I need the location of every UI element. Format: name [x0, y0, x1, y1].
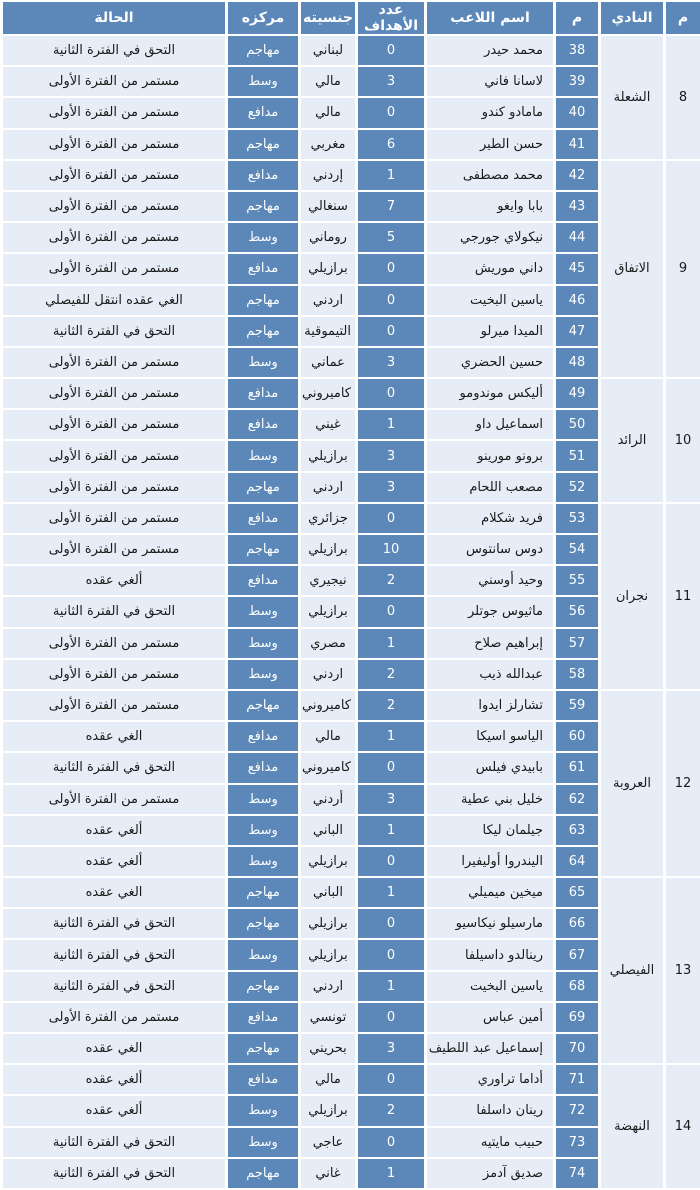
nationality-cell: إردني [301, 161, 355, 190]
status-cell: الغي عقده [3, 878, 225, 907]
status-cell: ألغي عقده [3, 1096, 225, 1125]
table-row [3, 36, 700, 65]
status-cell: التحق في الفترة الثانية [3, 972, 225, 1001]
player-number-cell: 70 [556, 1034, 598, 1063]
header-row [3, 2, 700, 34]
club-number-cell: 12 [666, 691, 700, 876]
status-cell: مستمر من الفترة الأولى [3, 691, 225, 720]
position-cell: مدافع [228, 254, 298, 283]
player-number-cell: 56 [556, 597, 598, 626]
goals-cell: 0 [358, 379, 424, 408]
player-number-cell: 43 [556, 192, 598, 221]
table-row [3, 597, 700, 626]
goals-cell: 0 [358, 909, 424, 938]
goals-cell: 0 [358, 98, 424, 127]
player-name-cell: ياسين البخيت [427, 972, 553, 1001]
nationality-cell: كاميروني [301, 691, 355, 720]
position-cell: مهاجم [228, 36, 298, 65]
goals-cell: 1 [358, 816, 424, 845]
status-cell: الغي عقده [3, 722, 225, 751]
goals-cell: 5 [358, 223, 424, 252]
position-cell: مدافع [228, 379, 298, 408]
nationality-cell: برازيلي [301, 909, 355, 938]
club-number-cell: 14 [666, 1065, 700, 1188]
player-name-cell: فريد شكلام [427, 504, 553, 533]
nationality-cell: غاني [301, 1159, 355, 1188]
table-row [3, 972, 700, 1001]
header-player-number: م [556, 2, 598, 34]
club-name-cell: الشعلة [601, 36, 663, 159]
goals-cell: 0 [358, 1003, 424, 1032]
nationality-cell: التيموقية [301, 317, 355, 346]
table-row [3, 1159, 700, 1188]
nationality-cell: تونسي [301, 1003, 355, 1032]
player-number-cell: 68 [556, 972, 598, 1001]
position-cell: وسط [228, 348, 298, 377]
header-goals: عدد الأهداف [358, 2, 424, 34]
position-cell: مهاجم [228, 909, 298, 938]
status-cell: مستمر من الفترة الأولى [3, 348, 225, 377]
nationality-cell: برازيلي [301, 940, 355, 969]
goals-cell: 10 [358, 535, 424, 564]
position-cell: وسط [228, 816, 298, 845]
goals-cell: 0 [358, 847, 424, 876]
position-cell: مدافع [228, 1003, 298, 1032]
table-row [3, 348, 700, 377]
goals-cell: 2 [358, 566, 424, 595]
goals-cell: 0 [358, 254, 424, 283]
status-cell: مستمر من الفترة الأولى [3, 161, 225, 190]
player-name-cell: مصعب اللحام [427, 473, 553, 502]
player-name-cell: نيكولاي جورجي [427, 223, 553, 252]
table-row [3, 161, 700, 190]
status-cell: مستمر من الفترة الأولى [3, 67, 225, 96]
player-number-cell: 57 [556, 629, 598, 658]
player-number-cell: 49 [556, 379, 598, 408]
goals-cell: 6 [358, 130, 424, 159]
position-cell: مدافع [228, 98, 298, 127]
table-row [3, 722, 700, 751]
player-name-cell: بابيدي فيلس [427, 753, 553, 782]
status-cell: التحق في الفترة الثانية [3, 1128, 225, 1157]
status-cell: التحق في الفترة الثانية [3, 909, 225, 938]
status-cell: مستمر من الفترة الأولى [3, 410, 225, 439]
table-body [3, 36, 700, 1188]
position-cell: وسط [228, 629, 298, 658]
club-name-cell: النهضة [601, 1065, 663, 1188]
goals-cell: 3 [358, 441, 424, 470]
player-number-cell: 45 [556, 254, 598, 283]
table-row [3, 192, 700, 221]
status-cell: مستمر من الفترة الأولى [3, 1003, 225, 1032]
player-number-cell: 53 [556, 504, 598, 533]
header-position: مركزه [228, 2, 298, 34]
player-name-cell: اسماعيل داو [427, 410, 553, 439]
goals-cell: 0 [358, 317, 424, 346]
player-name-cell: رينان داسلفا [427, 1096, 553, 1125]
status-cell: مستمر من الفترة الأولى [3, 223, 225, 252]
table-row [3, 629, 700, 658]
table-row [3, 785, 700, 814]
nationality-cell: برازيلي [301, 1096, 355, 1125]
player-number-cell: 40 [556, 98, 598, 127]
player-number-cell: 44 [556, 223, 598, 252]
nationality-cell: غيني [301, 410, 355, 439]
goals-cell: 1 [358, 972, 424, 1001]
table-row [3, 223, 700, 252]
status-cell: مستمر من الفترة الأولى [3, 629, 225, 658]
goals-cell: 0 [358, 940, 424, 969]
player-name-cell: رينالدو داسيلفا [427, 940, 553, 969]
player-name-cell: ياسين البخيت [427, 286, 553, 315]
player-number-cell: 55 [556, 566, 598, 595]
nationality-cell: مغربي [301, 130, 355, 159]
position-cell: مهاجم [228, 1159, 298, 1188]
status-cell: التحق في الفترة الثانية [3, 36, 225, 65]
club-name-cell: الفيصلي [601, 878, 663, 1063]
table-row [3, 410, 700, 439]
goals-cell: 1 [358, 410, 424, 439]
player-name-cell: إسماعيل عبد اللطيف [427, 1034, 553, 1063]
nationality-cell: لبناني [301, 36, 355, 65]
player-number-cell: 51 [556, 441, 598, 470]
player-name-cell: صديق آدمز [427, 1159, 553, 1188]
goals-cell: 3 [358, 348, 424, 377]
player-name-cell: داني موريش [427, 254, 553, 283]
position-cell: وسط [228, 223, 298, 252]
player-number-cell: 67 [556, 940, 598, 969]
player-number-cell: 65 [556, 878, 598, 907]
position-cell: وسط [228, 67, 298, 96]
goals-cell: 0 [358, 36, 424, 65]
position-cell: مدافع [228, 722, 298, 751]
club-number-cell: 11 [666, 504, 700, 689]
status-cell: التحق في الفترة الثانية [3, 1159, 225, 1188]
table-row [3, 1034, 700, 1063]
goals-cell: 0 [358, 753, 424, 782]
player-number-cell: 54 [556, 535, 598, 564]
nationality-cell: برازيلي [301, 597, 355, 626]
position-cell: مهاجم [228, 473, 298, 502]
player-name-cell: الميدا ميرلو [427, 317, 553, 346]
table-row [3, 940, 700, 969]
player-number-cell: 63 [556, 816, 598, 845]
table-row [3, 535, 700, 564]
player-number-cell: 60 [556, 722, 598, 751]
nationality-cell: مالي [301, 722, 355, 751]
status-cell: مستمر من الفترة الأولى [3, 660, 225, 689]
player-name-cell: أداما تراوري [427, 1065, 553, 1094]
goals-cell: 0 [358, 1065, 424, 1094]
table-row [3, 504, 700, 533]
status-cell: ألغي عقده [3, 1065, 225, 1094]
goals-cell: 3 [358, 67, 424, 96]
status-cell: ألغي عقده [3, 816, 225, 845]
nationality-cell: روماني [301, 223, 355, 252]
nationality-cell: مصري [301, 629, 355, 658]
player-number-cell: 39 [556, 67, 598, 96]
position-cell: مهاجم [228, 972, 298, 1001]
nationality-cell: الباني [301, 816, 355, 845]
goals-cell: 1 [358, 878, 424, 907]
position-cell: مهاجم [228, 317, 298, 346]
status-cell: مستمر من الفترة الأولى [3, 535, 225, 564]
goals-cell: 7 [358, 192, 424, 221]
table-row [3, 1003, 700, 1032]
table-row [3, 317, 700, 346]
table-row [3, 441, 700, 470]
player-name-cell: تشارلز ايدوا [427, 691, 553, 720]
position-cell: وسط [228, 597, 298, 626]
goals-cell: 0 [358, 597, 424, 626]
position-cell: مدافع [228, 566, 298, 595]
player-name-cell: ميخين ميميلي [427, 878, 553, 907]
goals-cell: 1 [358, 629, 424, 658]
club-number-cell: 13 [666, 878, 700, 1063]
player-name-cell: لاسانا فاني [427, 67, 553, 96]
table-row [3, 753, 700, 782]
goals-cell: 3 [358, 473, 424, 502]
player-name-cell: اليندروا أوليفيرا [427, 847, 553, 876]
position-cell: مهاجم [228, 192, 298, 221]
status-cell: الغي عقده انتقل للفيصلي [3, 286, 225, 315]
player-number-cell: 59 [556, 691, 598, 720]
club-number-cell: 9 [666, 161, 700, 377]
nationality-cell: سنغالي [301, 192, 355, 221]
nationality-cell: نيجيري [301, 566, 355, 595]
player-number-cell: 52 [556, 473, 598, 502]
table-row [3, 254, 700, 283]
player-number-cell: 74 [556, 1159, 598, 1188]
goals-cell: 1 [358, 161, 424, 190]
position-cell: وسط [228, 847, 298, 876]
nationality-cell: برازيلي [301, 441, 355, 470]
position-cell: مهاجم [228, 691, 298, 720]
position-cell: مهاجم [228, 535, 298, 564]
status-cell: مستمر من الفترة الأولى [3, 254, 225, 283]
player-number-cell: 41 [556, 130, 598, 159]
table-row [3, 691, 700, 720]
player-number-cell: 71 [556, 1065, 598, 1094]
club-name-cell: الرائد [601, 379, 663, 502]
player-number-cell: 73 [556, 1128, 598, 1157]
status-cell: مستمر من الفترة الأولى [3, 441, 225, 470]
status-cell: ألغي عقده [3, 566, 225, 595]
nationality-cell: عاجي [301, 1128, 355, 1157]
status-cell: مستمر من الفترة الأولى [3, 130, 225, 159]
player-number-cell: 38 [556, 36, 598, 65]
player-name-cell: جيلمان ليكا [427, 816, 553, 845]
position-cell: وسط [228, 1096, 298, 1125]
header-nationality: جنسيته [301, 2, 355, 34]
nationality-cell: عماني [301, 348, 355, 377]
player-name-cell: أليكس موندومو [427, 379, 553, 408]
nationality-cell: أردني [301, 785, 355, 814]
player-name-cell: برونو مورينو [427, 441, 553, 470]
table-row [3, 379, 700, 408]
club-number-cell: 8 [666, 36, 700, 159]
player-number-cell: 46 [556, 286, 598, 315]
position-cell: مدافع [228, 1065, 298, 1094]
nationality-cell: بحريني [301, 1034, 355, 1063]
player-name-cell: وحيد أوسني [427, 566, 553, 595]
goals-cell: 0 [358, 286, 424, 315]
table-row [3, 909, 700, 938]
table-row [3, 1128, 700, 1157]
player-name-cell: حسن الطير [427, 130, 553, 159]
position-cell: مدافع [228, 504, 298, 533]
player-number-cell: 47 [556, 317, 598, 346]
table-row [3, 878, 700, 907]
nationality-cell: برازيلي [301, 535, 355, 564]
header-status: الحالة [3, 2, 225, 34]
nationality-cell: اردني [301, 972, 355, 1001]
position-cell: مدافع [228, 410, 298, 439]
player-name-cell: عبدالله ذيب [427, 660, 553, 689]
table-row [3, 473, 700, 502]
player-name-cell: مارسيلو نيكاسيو [427, 909, 553, 938]
position-cell: مهاجم [228, 878, 298, 907]
player-name-cell: دوس سانتوس [427, 535, 553, 564]
position-cell: وسط [228, 785, 298, 814]
player-name-cell: خليل بني عطية [427, 785, 553, 814]
nationality-cell: اردني [301, 473, 355, 502]
player-number-cell: 66 [556, 909, 598, 938]
goals-cell: 2 [358, 660, 424, 689]
player-name-cell: بابا وايغو [427, 192, 553, 221]
table-row [3, 98, 700, 127]
player-name-cell: مامادو كندو [427, 98, 553, 127]
nationality-cell: كاميروني [301, 379, 355, 408]
header-club-number: م [666, 2, 700, 34]
player-number-cell: 61 [556, 753, 598, 782]
status-cell: الغي عقده [3, 1034, 225, 1063]
table-row [3, 816, 700, 845]
nationality-cell: مالي [301, 1065, 355, 1094]
goals-cell: 2 [358, 691, 424, 720]
player-number-cell: 50 [556, 410, 598, 439]
nationality-cell: جزائري [301, 504, 355, 533]
status-cell: مستمر من الفترة الأولى [3, 192, 225, 221]
player-number-cell: 64 [556, 847, 598, 876]
player-number-cell: 62 [556, 785, 598, 814]
table-row [3, 847, 700, 876]
status-cell: التحق في الفترة الثانية [3, 753, 225, 782]
position-cell: مدافع [228, 161, 298, 190]
status-cell: مستمر من الفترة الأولى [3, 98, 225, 127]
status-cell: مستمر من الفترة الأولى [3, 473, 225, 502]
player-name-cell: الياسو اسيكا [427, 722, 553, 751]
player-name-cell: حسين الحضري [427, 348, 553, 377]
nationality-cell: الباني [301, 878, 355, 907]
player-name-cell: محمد حيدر [427, 36, 553, 65]
player-number-cell: 72 [556, 1096, 598, 1125]
position-cell: مهاجم [228, 1034, 298, 1063]
table-row [3, 286, 700, 315]
position-cell: مهاجم [228, 130, 298, 159]
goals-cell: 0 [358, 504, 424, 533]
position-cell: وسط [228, 1128, 298, 1157]
table-row [3, 660, 700, 689]
position-cell: مهاجم [228, 286, 298, 315]
player-number-cell: 69 [556, 1003, 598, 1032]
nationality-cell: برازيلي [301, 254, 355, 283]
position-cell: وسط [228, 660, 298, 689]
player-name-cell: إبراهيم صلاح [427, 629, 553, 658]
nationality-cell: مالي [301, 98, 355, 127]
table-row [3, 1096, 700, 1125]
status-cell: التحق في الفترة الثانية [3, 940, 225, 969]
nationality-cell: مالي [301, 67, 355, 96]
position-cell: مدافع [228, 753, 298, 782]
header-player-name: اسم اللاعب [427, 2, 553, 34]
nationality-cell: برازيلي [301, 847, 355, 876]
player-number-cell: 48 [556, 348, 598, 377]
goals-cell: 0 [358, 1128, 424, 1157]
table-row [3, 130, 700, 159]
nationality-cell: اردني [301, 660, 355, 689]
status-cell: مستمر من الفترة الأولى [3, 379, 225, 408]
table-row [3, 1065, 700, 1094]
player-name-cell: حبيب مايتيه [427, 1128, 553, 1157]
goals-cell: 1 [358, 722, 424, 751]
goals-cell: 1 [358, 1159, 424, 1188]
goals-cell: 3 [358, 1034, 424, 1063]
position-cell: وسط [228, 441, 298, 470]
header-club: النادي [601, 2, 663, 34]
nationality-cell: كاميروني [301, 753, 355, 782]
nationality-cell: اردني [301, 286, 355, 315]
status-cell: مستمر من الفترة الأولى [3, 504, 225, 533]
club-number-cell: 10 [666, 379, 700, 502]
player-name-cell: محمد مصطفى [427, 161, 553, 190]
table-row [3, 67, 700, 96]
goals-cell: 2 [358, 1096, 424, 1125]
status-cell: ألغي عقده [3, 847, 225, 876]
table-row [3, 566, 700, 595]
club-name-cell: العروبة [601, 691, 663, 876]
status-cell: التحق في الفترة الثانية [3, 597, 225, 626]
club-name-cell: نجران [601, 504, 663, 689]
status-cell: التحق في الفترة الثانية [3, 317, 225, 346]
status-cell: مستمر من الفترة الأولى [3, 785, 225, 814]
goals-cell: 3 [358, 785, 424, 814]
player-name-cell: ماثيوس جوتلر [427, 597, 553, 626]
player-number-cell: 42 [556, 161, 598, 190]
player-number-cell: 58 [556, 660, 598, 689]
player-name-cell: أمين عباس [427, 1003, 553, 1032]
position-cell: وسط [228, 940, 298, 969]
club-name-cell: الاتفاق [601, 161, 663, 377]
